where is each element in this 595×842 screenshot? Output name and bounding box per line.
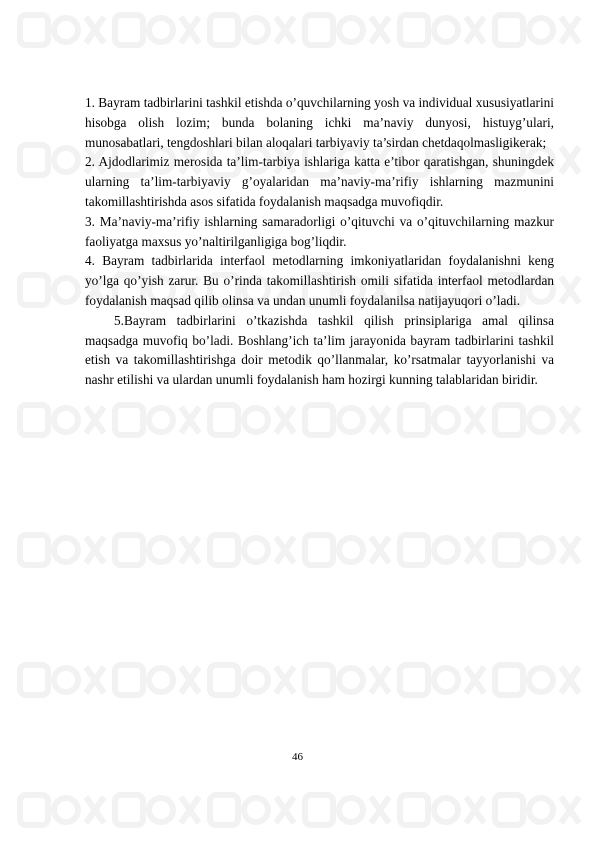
watermark-glyph <box>400 795 484 825</box>
watermark-glyph <box>400 15 484 45</box>
watermark-glyph <box>400 535 484 565</box>
watermark-glyph <box>495 405 579 435</box>
watermark-glyph <box>210 535 294 565</box>
watermark-glyph <box>400 665 484 695</box>
watermark-glyph <box>115 405 199 435</box>
watermark-glyph <box>305 795 389 825</box>
watermark-glyph <box>495 535 579 565</box>
watermark-glyph <box>20 535 104 565</box>
watermark-glyph <box>20 795 104 825</box>
watermark-glyph <box>210 15 294 45</box>
paragraph-4: 4. Bayram tadbirlarida interfaol metodlarning imkoniyatlaridan foydalanishni keng yo’lga qo’yish zarur. Bu o’rinda takomillashtirish omili sifatida interfaol metodlardan foydalanish maqsad qilib olinsa va undan unumli foydalanilsa natijayuqori o’ladi. <box>85 253 554 308</box>
watermark-glyph <box>495 15 579 45</box>
watermark-glyph <box>210 795 294 825</box>
watermark-glyph <box>115 795 199 825</box>
page-number: 46 <box>292 751 303 763</box>
watermark-glyph <box>115 535 199 565</box>
paragraph-5: 5.Bayram tadbirlarini o’tkazishda tashkil qilish prinsiplariga amal qilinsa maqsadga muvofiq bo’ladi. Boshlang’ich ta’lim jarayonida bayram tadbirlarini tashkil etish va takomillashtirishga doir metodik qo’llanmalar, ko’rsatmalar tayyorlanishi va nashr etilishi va ulardan unumli foydalanish ham hozirgi kunning talablaridan biridir. <box>85 312 554 388</box>
watermark-glyph <box>115 665 199 695</box>
watermark-glyph <box>495 665 579 695</box>
watermark-glyph <box>20 15 104 45</box>
watermark-glyph <box>210 665 294 695</box>
watermark-glyph <box>305 665 389 695</box>
watermark-glyph <box>305 535 389 565</box>
watermark-glyph <box>400 405 484 435</box>
watermark-glyph <box>20 405 104 435</box>
watermark-glyph <box>210 405 294 435</box>
watermark-glyph <box>20 665 104 695</box>
document-page <box>85 93 554 390</box>
watermark-glyph <box>115 15 199 45</box>
paragraph-2: 2. Ajdodlarimiz merosida ta’lim-tarbiya ishlariga katta e’tibor qaratishgan, shuningdek ularning ta’lim-tarbiyaviy g’oyalaridan ma’naviy-ma’rifiy ishlarning mazmunini takomillashtirishda asos sifatida foydalanish maqsadga muvofiqdir. <box>85 154 554 209</box>
watermark-glyph <box>305 15 389 45</box>
watermark-glyph <box>495 795 579 825</box>
watermark-glyph <box>305 405 389 435</box>
paragraph-3: 3. Ma’naviy-ma’rifiy ishlarning samaradorligi o’qituvchi va o’qituvchilarning mazkur faoliyatga maxsus yo’naltirilganligiga bog’liqdir. <box>85 213 554 249</box>
paragraph-1: 1. Bayram tadbirlarini tashkil etishda o’quvchilarning yosh va individual xususiyatlarini hisobga olish lozim; bunda bolaning ichki ma’naviy dunyosi, histuyg’ulari, munosabatlari, tengdoshlari bilan aloqalari tarbiyaviy ta’sirdan chetdaqolmasligikerak; <box>85 95 554 150</box>
